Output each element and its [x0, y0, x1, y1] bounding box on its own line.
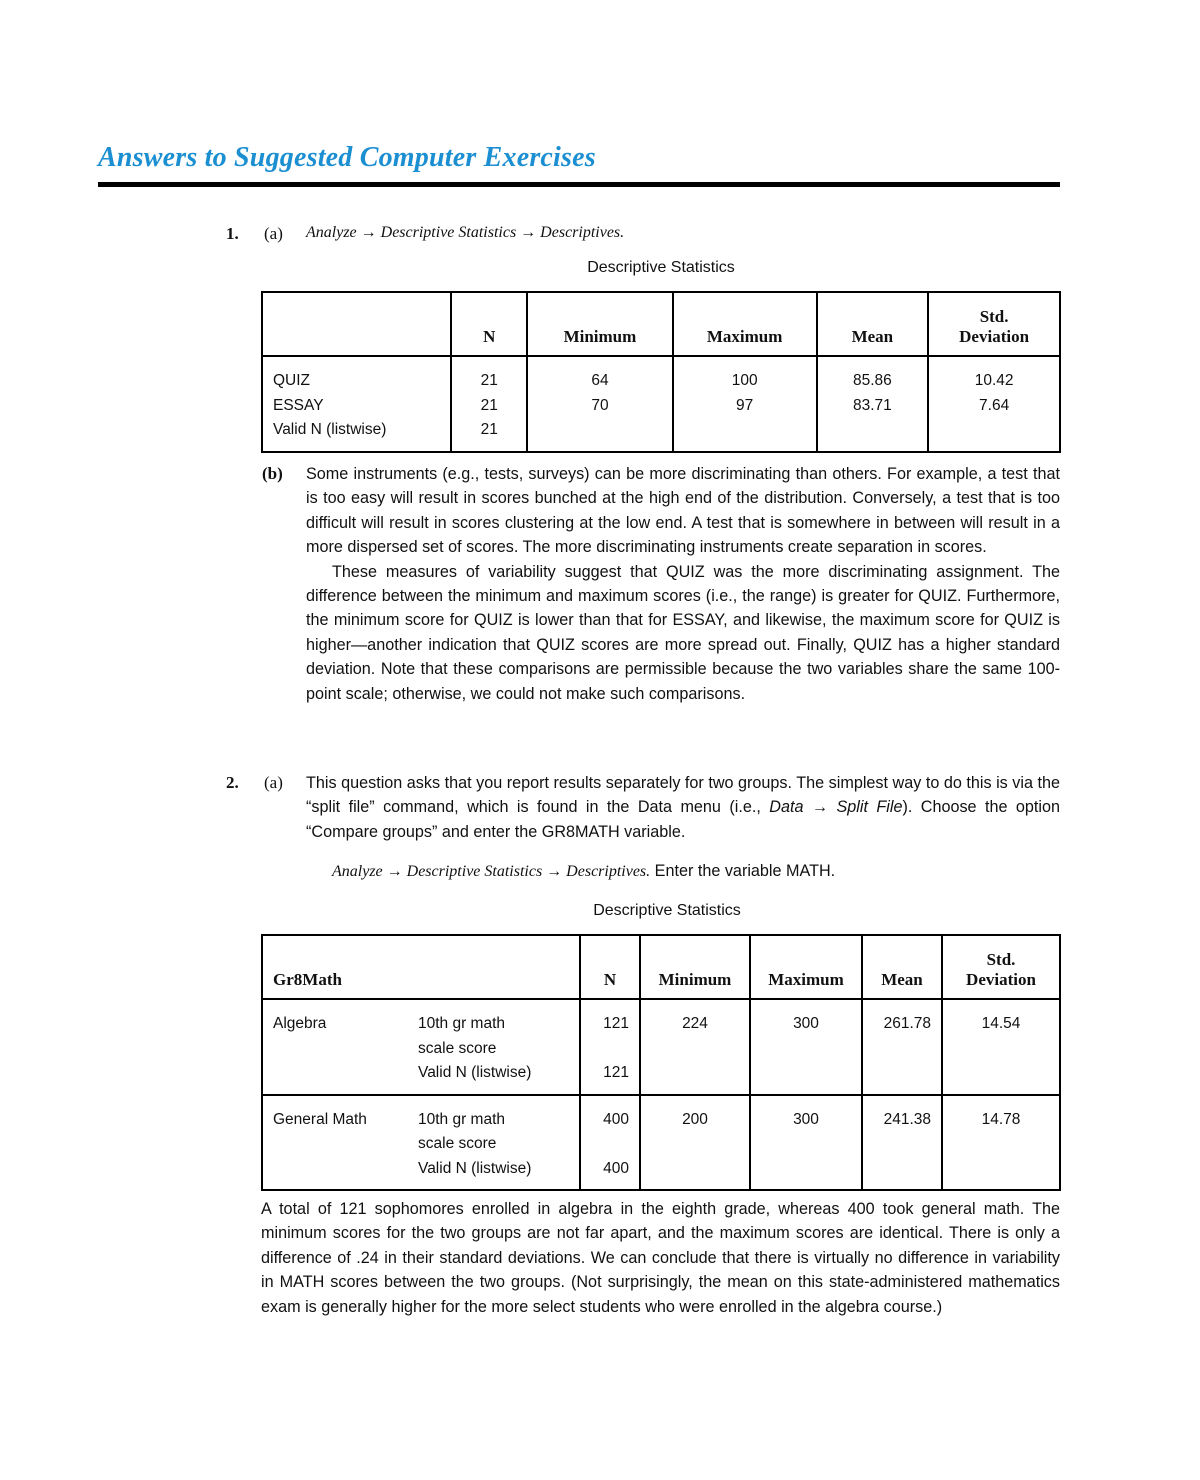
- table-2-caption: Descriptive Statistics: [593, 902, 741, 919]
- table-1-body-row: [262, 356, 1060, 452]
- table-1-header-minimum: Minimum: [527, 292, 673, 356]
- header-std-line-1: Std.: [986, 950, 1016, 969]
- table-2-header-maximum: Maximum: [750, 935, 862, 999]
- table-1-col-mean: [817, 356, 929, 452]
- table-2-row-algebra: [262, 999, 1060, 1095]
- cell-minimum: 70: [591, 396, 609, 414]
- table-2-header-std-deviation: [942, 935, 1060, 999]
- question-1b-label: (b): [262, 464, 283, 483]
- row-label-quiz: QUIZ: [273, 372, 311, 389]
- table-1-col-std-deviation: [928, 356, 1060, 452]
- table-1-header-n: N: [451, 292, 527, 356]
- title-rule: [98, 182, 1060, 187]
- cell-n: 21: [480, 372, 498, 389]
- question-2-conclusion: [261, 1197, 1060, 1319]
- variable-line: 10th gr math: [418, 1110, 506, 1128]
- answer-1b-paragraph-1: Some instruments (e.g., tests, surveys) can be more discriminating than others. For example, a test that is too easy will result in scores bunched at the high end of the distribution. Conversely, a test that is too difficult will result in scores clustering at the low end. A test that is somewhere in between will result in a more dispersed set of scores. The more discriminating instruments create separation in scores.: [306, 465, 1060, 557]
- table-1-header-empty: [262, 292, 451, 356]
- cell-std-deviation: 14.54: [942, 999, 1060, 1095]
- question-2a-answer: [306, 771, 1060, 844]
- cell-n: 21: [480, 421, 498, 438]
- table-1-col-maximum: [673, 356, 817, 452]
- valid-n-label: Valid N (listwise): [418, 1159, 532, 1177]
- cell-mean: 261.78: [862, 999, 942, 1095]
- header-std-line-1: Std.: [979, 307, 1009, 326]
- cell-valid-n: 121: [603, 1064, 629, 1081]
- cell-n-algebra: [580, 999, 640, 1095]
- table-1-header-std-deviation: [928, 292, 1060, 356]
- table-2: [261, 934, 1061, 1191]
- table-1-col-n: [451, 356, 527, 452]
- cell-minimum: 224: [640, 999, 750, 1095]
- cell-maximum: 97: [736, 396, 754, 414]
- table-1-caption: Descriptive Statistics: [587, 259, 735, 276]
- table-1-row-labels: [262, 356, 451, 452]
- variable-line: 10th gr math: [418, 1015, 506, 1032]
- table-1-header-maximum: Maximum: [673, 292, 817, 356]
- question-1b-answer: [306, 462, 1060, 706]
- cell-maximum: 300: [750, 999, 862, 1095]
- question-1a-label: (a): [264, 224, 283, 243]
- table-2-header-minimum: Minimum: [640, 935, 750, 999]
- table-2-header-mean: Mean: [862, 935, 942, 999]
- cell-n: 400: [603, 1110, 629, 1128]
- question-2a-label: (a): [264, 773, 283, 792]
- cell-std-deviation: 10.42: [974, 372, 1014, 389]
- cell-std-deviation: 7.64: [979, 396, 1010, 414]
- header-std-line-2: Deviation: [959, 327, 1030, 346]
- cell-std-deviation: 14.78: [942, 1095, 1060, 1191]
- cell-minimum: 200: [640, 1095, 750, 1191]
- answer-2a-paragraph: This question asks that you report results separately for two groups. The simplest way to do this is via the “split file” command, which is found in the Data menu (i.e., Data → Split File). Choose the option “Compare groups” and enter the GR8MATH variable.: [306, 774, 1060, 841]
- table-1-col-minimum: [527, 356, 673, 452]
- answer-1b-paragraph-2: These measures of variability suggest that QUIZ was the more discriminating assignment. The difference between the minimum and maximum scores (i.e., the range) is greater for QUIZ. Furthermore, the minimum score for QUIZ is lower than that for ESSAY, and likewise, the maximum score for QUIZ is higher—another indication that QUIZ scores are more spread out. Finally, QUIZ has a higher standard deviation. Note that these comparisons are permissible because the two variables share the same 100-point scale; otherwise, we could not make such comparisons.: [306, 562, 1060, 703]
- group-variable-algebra: [408, 999, 580, 1095]
- table-1-header-mean: Mean: [817, 292, 929, 356]
- table-2-header-group: Gr8Math: [262, 935, 580, 999]
- table-1: [261, 291, 1061, 453]
- question-1a-menu-path: Analyze → Descriptive Statistics → Descriptives.: [306, 224, 625, 241]
- cell-maximum: 300: [750, 1095, 862, 1191]
- cell-mean: 83.71: [852, 396, 892, 414]
- cell-mean: 85.86: [852, 372, 892, 389]
- question-2-menu-suffix: Enter the variable MATH.: [650, 862, 836, 880]
- cell-n: 21: [480, 396, 498, 414]
- group-name-general-math: General Math: [262, 1095, 408, 1191]
- group-name-algebra: Algebra: [262, 999, 408, 1095]
- variable-line: scale score: [418, 1135, 497, 1152]
- cell-n-general-math: [580, 1095, 640, 1191]
- group-variable-general-math: [408, 1095, 580, 1191]
- cell-valid-n: 400: [603, 1159, 629, 1177]
- question-2-menu-path: Analyze → Descriptive Statistics → Descriptives.: [332, 863, 651, 880]
- row-label-valid-n: Valid N (listwise): [273, 421, 387, 438]
- cell-maximum: 100: [731, 372, 758, 389]
- cell-mean: 241.38: [862, 1095, 942, 1191]
- table-1-header-row: [262, 292, 1060, 356]
- question-2-number: 2.: [226, 773, 239, 792]
- table-2-header-n: N: [580, 935, 640, 999]
- table-2-header-row: [262, 935, 1060, 999]
- conclusion-paragraph: A total of 121 sophomores enrolled in algebra in the eighth grade, whereas 400 took general math. The minimum scores for the two groups are not far apart, and the maximum scores are identical. There is only a difference of .24 in their standard deviations. We can conclude that there is virtually no difference in variability in MATH scores between the two groups. (Not surprisingly, the mean on this state-administered mathematics exam is generally higher for the more select students who were enrolled in the algebra course.): [261, 1200, 1060, 1316]
- row-label-essay: ESSAY: [273, 396, 324, 414]
- page-title: Answers to Suggested Computer Exercises: [98, 142, 596, 173]
- question-2-menu-line: [332, 861, 835, 881]
- valid-n-label: Valid N (listwise): [418, 1064, 532, 1081]
- header-std-line-2: Deviation: [966, 970, 1036, 989]
- variable-line: scale score: [418, 1039, 497, 1057]
- data-split-file-menu-path: Data → Split File: [769, 798, 903, 817]
- question-1-number: 1.: [226, 224, 239, 243]
- cell-n: 121: [603, 1015, 629, 1032]
- table-2-row-general-math: [262, 1095, 1060, 1191]
- cell-minimum: 64: [591, 372, 609, 389]
